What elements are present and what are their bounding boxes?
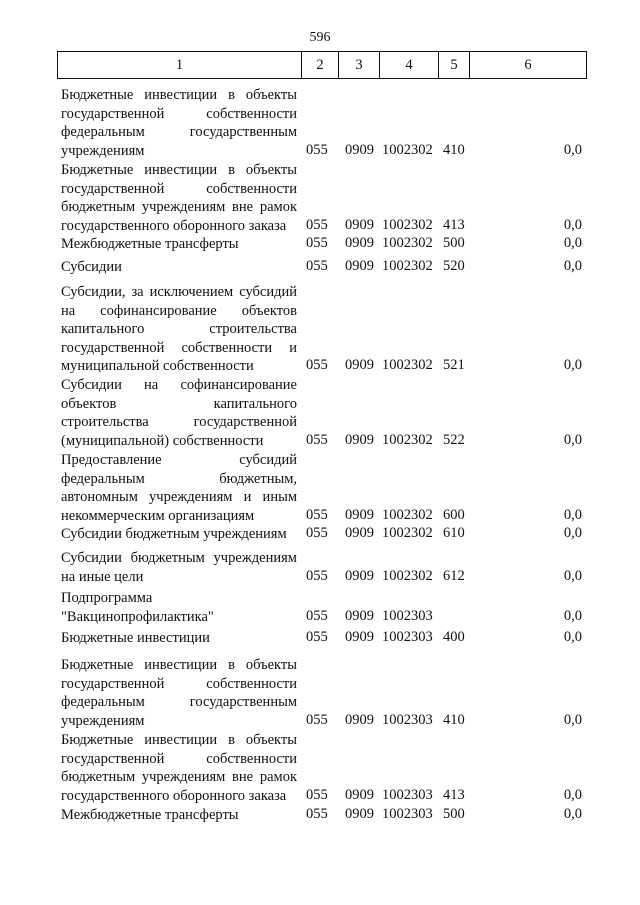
cell-c6: 0,0	[563, 216, 582, 233]
cell-c4: 1002302	[382, 141, 433, 158]
description-line: Бюджетные инвестиции в объекты	[61, 657, 297, 673]
cell-c5: 410	[443, 141, 465, 158]
cell-c6: 0,0	[563, 629, 582, 645]
cell-c2: 055	[306, 567, 328, 584]
description-line: Субсидии, за исключением субсидий	[61, 284, 297, 300]
cell-c4: 1002302	[382, 357, 433, 373]
cell-c4: 1002302	[382, 525, 433, 541]
cell-c4: 1002303	[382, 629, 433, 645]
row-description	[61, 629, 297, 648]
cell-c6: 0,0	[563, 235, 582, 251]
cell-c3: 0909	[345, 567, 374, 584]
description-line: федеральным государственным	[61, 694, 297, 710]
row-description	[61, 161, 297, 235]
cell-c2: 055	[306, 216, 328, 233]
cell-c2: 055	[306, 711, 328, 728]
row-description	[61, 283, 297, 376]
row-description	[61, 86, 297, 160]
cell-c5: 522	[443, 431, 465, 448]
description-line: (муниципальной) собственности	[61, 432, 264, 449]
cell-c5: 413	[443, 216, 465, 233]
column-header-5: 5	[439, 52, 470, 79]
description-line: государственной собственности	[61, 180, 297, 197]
description-line: учреждениям	[61, 142, 145, 159]
description-line: государственной собственности	[61, 750, 297, 767]
description-line: строительства государственной	[61, 414, 297, 430]
description-line: капитального строительства	[61, 321, 297, 337]
cell-c2: 055	[306, 607, 328, 624]
description-line: государственного оборонного заказа	[61, 217, 287, 234]
description-line: объектов капитального	[61, 395, 297, 412]
description-line: государственной собственности и	[61, 339, 297, 356]
cell-c3: 0909	[345, 711, 374, 728]
cell-c2: 055	[306, 506, 328, 523]
row-description	[61, 731, 297, 805]
cell-c5: 413	[443, 786, 465, 803]
row-description	[61, 656, 297, 730]
description-line: Бюджетные инвестиции в объекты	[61, 732, 297, 748]
cell-c5: 520	[443, 258, 465, 274]
column-header-2: 2	[302, 52, 339, 79]
row-description	[61, 451, 297, 525]
description-line: федеральным государственным	[61, 124, 297, 140]
cell-c2: 055	[306, 235, 328, 251]
cell-c2: 055	[306, 357, 328, 373]
cell-c4: 1002302	[382, 258, 433, 274]
cell-c3: 0909	[345, 357, 374, 373]
cell-c4: 1002303	[382, 711, 433, 728]
cell-c6: 0,0	[563, 258, 582, 274]
cell-c4: 1002303	[382, 806, 433, 822]
description-line: Бюджетные инвестиции в объекты	[61, 162, 297, 178]
description-line: на софинансирование объектов	[61, 302, 297, 319]
description-line: государственной собственности	[61, 105, 297, 122]
cell-c5: 612	[443, 567, 465, 584]
row-description	[61, 376, 297, 450]
cell-c6: 0,0	[563, 786, 582, 803]
cell-c2: 055	[306, 431, 328, 448]
cell-c6: 0,0	[563, 607, 582, 624]
row-description	[61, 525, 297, 544]
cell-c6: 0,0	[563, 806, 582, 822]
description-line: муниципальной собственности	[61, 358, 254, 374]
cell-c3: 0909	[345, 431, 374, 448]
cell-c3: 0909	[345, 235, 374, 251]
cell-c4: 1002302	[382, 216, 433, 233]
cell-c2: 055	[306, 525, 328, 541]
description-line: Предоставление субсидий	[61, 452, 297, 468]
cell-c3: 0909	[345, 607, 374, 624]
column-header-4: 4	[380, 52, 439, 79]
cell-c5: 521	[443, 357, 465, 373]
cell-c5: 610	[443, 525, 465, 541]
description-line: Субсидии на софинансирование	[61, 377, 297, 393]
cell-c6: 0,0	[563, 525, 582, 541]
description-line: Бюджетные инвестиции	[61, 630, 210, 646]
description-line: бюджетным учреждениям вне рамок	[61, 199, 297, 215]
cell-c3: 0909	[345, 806, 374, 822]
cell-c6: 0,0	[563, 141, 582, 158]
cell-c5: 400	[443, 629, 465, 645]
cell-c3: 0909	[345, 629, 374, 645]
description-line: Субсидии бюджетным учреждениям	[61, 550, 297, 566]
cell-c2: 055	[306, 258, 328, 274]
description-line: автономным учреждениям и иным	[61, 489, 297, 505]
cell-c6: 0,0	[563, 357, 582, 373]
cell-c5: 500	[443, 806, 465, 822]
row-description	[61, 806, 297, 825]
description-line: на иные цели	[61, 568, 144, 585]
row-description	[61, 589, 297, 626]
cell-c3: 0909	[345, 525, 374, 541]
cell-c5: 500	[443, 235, 465, 251]
cell-c3: 0909	[345, 258, 374, 274]
cell-c4: 1002302	[382, 567, 433, 584]
cell-c3: 0909	[345, 786, 374, 803]
description-line: Бюджетные инвестиции в объекты	[61, 87, 297, 103]
description-line: государственной собственности	[61, 675, 297, 692]
cell-c6: 0,0	[563, 506, 582, 523]
description-line: Подпрограмма	[61, 590, 153, 606]
row-description	[61, 258, 297, 277]
column-header-3: 3	[339, 52, 380, 79]
cell-c2: 055	[306, 786, 328, 803]
cell-c5: 600	[443, 506, 465, 523]
description-line: бюджетным учреждениям вне рамок	[61, 769, 297, 785]
page-number: 596	[309, 30, 331, 45]
description-line: "Вакцинопрофилактика"	[61, 608, 214, 625]
column-header-6: 6	[470, 52, 587, 79]
cell-c6: 0,0	[563, 567, 582, 584]
cell-c4: 1002303	[382, 786, 433, 803]
description-line: Межбюджетные трансферты	[61, 236, 239, 252]
cell-c3: 0909	[345, 216, 374, 233]
description-line: некоммерческим организациям	[61, 507, 255, 524]
description-line: учреждениям	[61, 712, 145, 729]
cell-c2: 055	[306, 141, 328, 158]
cell-c6: 0,0	[563, 711, 582, 728]
row-description	[61, 549, 297, 586]
description-line: федеральным бюджетным,	[61, 470, 297, 487]
description-line: государственного оборонного заказа	[61, 787, 287, 804]
description-line: Субсидии бюджетным учреждениям	[61, 526, 287, 542]
cell-c2: 055	[306, 629, 328, 645]
cell-c3: 0909	[345, 506, 374, 523]
description-line: Межбюджетные трансферты	[61, 807, 239, 823]
cell-c6: 0,0	[563, 431, 582, 448]
cell-c4: 1002302	[382, 235, 433, 251]
cell-c3: 0909	[345, 141, 374, 158]
cell-c4: 1002303	[382, 607, 433, 624]
cell-c5: 410	[443, 711, 465, 728]
column-header-1: 1	[58, 52, 302, 79]
cell-c4: 1002302	[382, 431, 433, 448]
description-line: Субсидии	[61, 259, 122, 275]
cell-c4: 1002302	[382, 506, 433, 523]
cell-c2: 055	[306, 806, 328, 822]
row-description	[61, 235, 297, 254]
